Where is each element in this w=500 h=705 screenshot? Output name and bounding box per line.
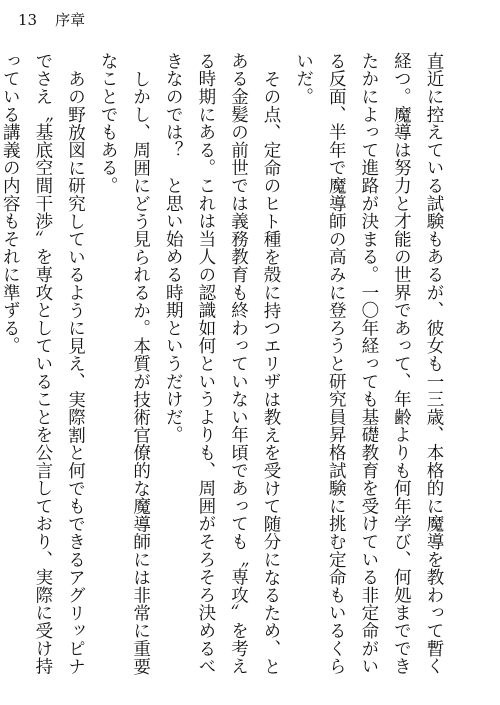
paragraph-1: 直近に控えている試験もあるが、彼女も一三歳、本格的に魔導を教わって暫く経つ。魔導は努力と才能の世界であって、年齢よりも何年学び、何処までできたかによって進路が決まる。一〇年経っても基礎教育を受けている非定命がいる反面、半年で魔導師の高みに登ろうと研究員昇格試験に挑む定命もいるくらいだ。	[293, 52, 444, 675]
paragraph-2: その点、定命のヒト種を殻に持つエリザは教えを受けて随分になるため、とある金髪の前世では義務教育も終わっていない年頃であっても〝専攻〟を考える時期にある。これは当人の認識如何というよりも、周囲がそろそろ決めるべきなのでは？ と思い始める時期というだけだ。	[163, 52, 282, 675]
page-number: 13	[18, 11, 38, 29]
chapter-title: 序章	[55, 11, 86, 29]
paragraph-4: あの野放図に研究しているように見え、実際割と何でもできるアグリッピナでさえ〝基底空間干渉〟を専攻としていることを公言しており、実際に受け持っている講義の内容もそれに準ずる。	[0, 52, 86, 675]
vertical-text-body	[0, 52, 450, 680]
page-header	[18, 10, 85, 30]
paragraph-3: しかし、周囲にどう見られるか。本質が技術官僚的な魔導師には非常に重要なことでもある。	[98, 52, 151, 675]
